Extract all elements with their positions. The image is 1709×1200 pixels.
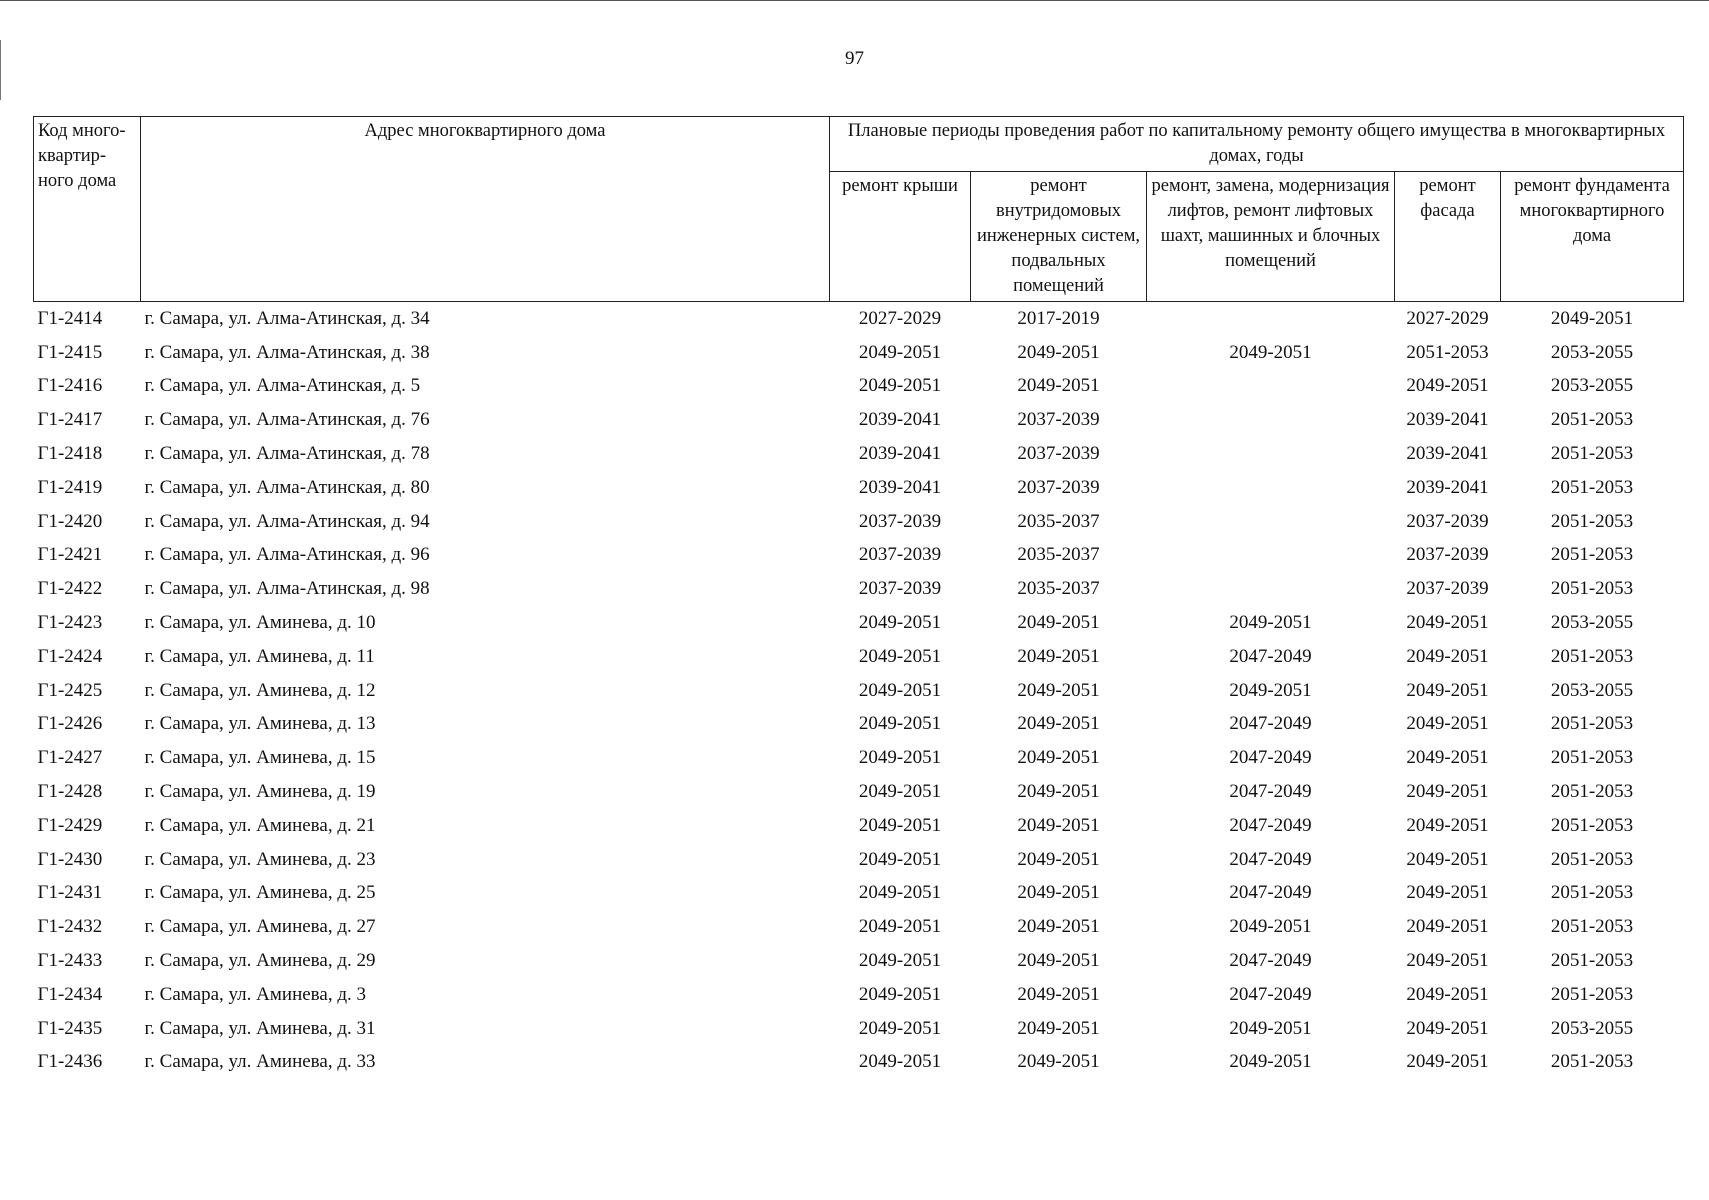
page-number: 97 [845,48,864,69]
cell-foundation-period: 2053-2055 [1550,1017,1634,1039]
table-row [34,572,1684,606]
cell-address: г. Самара, ул. Аминева, д. 25 [144,882,376,904]
cell-address: г. Самара, ул. Аминева, д. 31 [144,1017,376,1039]
table-row [34,1046,1684,1080]
cell-facade-period: 2049-2051 [1406,882,1489,904]
table-row [34,471,1684,505]
cell-address: г. Самара, ул. Алма-Атинская, д. 38 [144,341,430,363]
column-header-address: Адрес многоквартирного дома [141,117,830,302]
cell-roof-period: 2027-2029 [858,307,942,329]
cell-engineering-period: 2049-2051 [1017,375,1100,397]
column-header-engineering: ремонт внутридомовых инженерных систем, подвальных помещений [971,172,1147,302]
cell-facade-period: 2049-2051 [1406,1051,1489,1073]
cell-foundation-period: 2051-2053 [1550,983,1634,1005]
cell-elevators-period: 2049-2051 [1229,612,1312,634]
cell-roof-period: 2039-2041 [858,443,942,465]
cell-foundation-period: 2051-2053 [1550,510,1634,532]
cell-facade-period: 2037-2039 [1406,544,1489,566]
table-row [34,336,1684,370]
cell-foundation-period: 2053-2055 [1550,341,1634,363]
table-row [34,809,1684,843]
cell-roof-period: 2049-2051 [858,375,942,397]
cell-address: г. Самара, ул. Аминева, д. 12 [144,679,376,701]
cell-roof-period: 2039-2041 [858,409,942,431]
cell-code: Г1-2423 [37,612,103,634]
cell-facade-period: 2049-2051 [1406,612,1489,634]
cell-facade-period: 2039-2041 [1406,443,1489,465]
cell-engineering-period: 2037-2039 [1017,443,1100,465]
cell-engineering-period: 2037-2039 [1017,476,1100,498]
cell-facade-period: 2049-2051 [1406,713,1489,735]
cell-engineering-period: 2017-2019 [1017,307,1100,329]
cell-roof-period: 2049-2051 [858,645,942,667]
cell-foundation-period: 2051-2053 [1550,645,1634,667]
cell-facade-period: 2027-2029 [1406,307,1489,329]
cell-elevators-period: 2047-2049 [1229,882,1312,904]
cell-foundation-period: 2053-2055 [1550,679,1634,701]
table-row [34,708,1684,742]
cell-engineering-period: 2049-2051 [1017,713,1100,735]
cell-elevators-period: 2047-2049 [1229,950,1312,972]
cell-address: г. Самара, ул. Алма-Атинская, д. 34 [144,307,430,329]
cell-engineering-period: 2049-2051 [1017,679,1100,701]
cell-address: г. Самара, ул. Аминева, д. 33 [144,1051,376,1073]
cell-roof-period: 2049-2051 [858,1017,942,1039]
cell-roof-period: 2039-2041 [858,476,942,498]
table-row [34,877,1684,911]
cell-code: Г1-2429 [37,814,103,836]
cell-elevators-period: 2047-2049 [1229,713,1312,735]
table-row [34,640,1684,674]
table-row [34,403,1684,437]
cell-elevators-period [1147,572,1395,606]
cell-engineering-period: 2049-2051 [1017,848,1100,870]
cell-engineering-period: 2035-2037 [1017,510,1100,532]
cell-foundation-period: 2051-2053 [1550,781,1634,803]
cell-facade-period: 2049-2051 [1406,375,1489,397]
cell-roof-period: 2049-2051 [858,713,942,735]
cell-facade-period: 2049-2051 [1406,679,1489,701]
cell-code: Г1-2424 [37,645,103,667]
cell-foundation-period: 2049-2051 [1550,307,1634,329]
cell-engineering-period: 2037-2039 [1017,409,1100,431]
cell-address: г. Самара, ул. Алма-Атинская, д. 94 [144,510,430,532]
cell-facade-period: 2039-2041 [1406,409,1489,431]
cell-elevators-period [1147,370,1395,404]
cell-code: Г1-2418 [37,443,103,465]
column-header-code: Код много-квартир-ного дома [34,117,141,302]
cell-roof-period: 2049-2051 [858,882,942,904]
cell-elevators-period [1147,471,1395,505]
cell-engineering-period: 2049-2051 [1017,950,1100,972]
cell-foundation-period: 2051-2053 [1550,882,1634,904]
cell-address: г. Самара, ул. Алма-Атинская, д. 78 [144,443,430,465]
cell-roof-period: 2049-2051 [858,747,942,769]
cell-address: г. Самара, ул. Аминева, д. 29 [144,950,376,972]
column-header-roof: ремонт крыши [830,172,971,302]
cell-facade-period: 2049-2051 [1406,848,1489,870]
cell-elevators-period [1147,539,1395,573]
header-row-top [34,117,1684,172]
table-row [34,505,1684,539]
cell-code: Г1-2432 [37,916,103,938]
cell-code: Г1-2431 [37,882,103,904]
cell-address: г. Самара, ул. Аминева, д. 21 [144,814,376,836]
cell-roof-period: 2049-2051 [858,612,942,634]
cell-elevators-period [1147,437,1395,471]
cell-facade-period: 2049-2051 [1406,781,1489,803]
cell-roof-period: 2049-2051 [858,983,942,1005]
cell-address: г. Самара, ул. Алма-Атинская, д. 5 [144,375,421,397]
cell-roof-period: 2049-2051 [858,781,942,803]
cell-engineering-period: 2035-2037 [1017,544,1100,566]
cell-engineering-period: 2049-2051 [1017,781,1100,803]
cell-elevators-period: 2047-2049 [1229,848,1312,870]
cell-roof-period: 2049-2051 [858,848,942,870]
table-row [34,606,1684,640]
cell-facade-period: 2049-2051 [1406,983,1489,1005]
cell-roof-period: 2049-2051 [858,679,942,701]
cell-engineering-period: 2049-2051 [1017,747,1100,769]
cell-roof-period: 2037-2039 [858,544,942,566]
cell-code: Г1-2421 [37,544,103,566]
table-row [34,775,1684,809]
cell-roof-period: 2049-2051 [858,341,942,363]
cell-elevators-period [1147,302,1395,336]
table-row [34,978,1684,1012]
table-row [34,302,1684,336]
cell-roof-period: 2049-2051 [858,950,942,972]
table-row [34,843,1684,877]
cell-code: Г1-2426 [37,713,103,735]
table-row [34,674,1684,708]
column-header-foundation: ремонт фундамента многоквартирного дома [1501,172,1684,302]
cell-foundation-period: 2051-2053 [1550,916,1634,938]
table-row [34,741,1684,775]
cell-code: Г1-2422 [37,578,103,600]
cell-elevators-period [1147,403,1395,437]
cell-roof-period: 2049-2051 [858,1051,942,1073]
cell-foundation-period: 2051-2053 [1550,544,1634,566]
cell-code: Г1-2416 [37,375,103,397]
cell-elevators-period: 2047-2049 [1229,781,1312,803]
table-row [34,944,1684,978]
cell-elevators-period: 2049-2051 [1229,1051,1312,1073]
cell-foundation-period: 2051-2053 [1550,443,1634,465]
table-row [34,910,1684,944]
cell-code: Г1-2419 [37,476,103,498]
cell-foundation-period: 2051-2053 [1550,848,1634,870]
cell-facade-period: 2049-2051 [1406,1017,1489,1039]
cell-address: г. Самара, ул. Алма-Атинская, д. 76 [144,409,430,431]
cell-code: Г1-2433 [37,950,103,972]
cell-address: г. Самара, ул. Аминева, д. 3 [144,983,366,1005]
cell-code: Г1-2434 [37,983,103,1005]
cell-facade-period: 2037-2039 [1406,510,1489,532]
cell-facade-period: 2049-2051 [1406,747,1489,769]
cell-code: Г1-2435 [37,1017,103,1039]
cell-foundation-period: 2051-2053 [1550,814,1634,836]
cell-address: г. Самара, ул. Аминева, д. 23 [144,848,376,870]
cell-code: Г1-2425 [37,679,103,701]
cell-address: г. Самара, ул. Алма-Атинская, д. 96 [144,544,430,566]
table-header [34,117,1684,302]
cell-foundation-period: 2053-2055 [1550,375,1634,397]
table-row [34,370,1684,404]
cell-code: Г1-2436 [37,1051,103,1073]
cell-elevators-period: 2049-2051 [1229,916,1312,938]
cell-address: г. Самара, ул. Аминева, д. 27 [144,916,376,938]
capital-repair-schedule-table [33,116,1684,1079]
cell-facade-period: 2049-2051 [1406,814,1489,836]
table-body [34,302,1684,1080]
cell-foundation-period: 2051-2053 [1550,476,1634,498]
cell-engineering-period: 2035-2037 [1017,578,1100,600]
cell-facade-period: 2049-2051 [1406,950,1489,972]
cell-elevators-period: 2047-2049 [1229,983,1312,1005]
cell-engineering-period: 2049-2051 [1017,916,1100,938]
cell-code: Г1-2428 [37,781,103,803]
cell-code: Г1-2417 [37,409,103,431]
cell-engineering-period: 2049-2051 [1017,1051,1100,1073]
cell-facade-period: 2037-2039 [1406,578,1489,600]
table-row [34,539,1684,573]
cell-elevators-period: 2047-2049 [1229,814,1312,836]
cell-foundation-period: 2051-2053 [1550,578,1634,600]
cell-foundation-period: 2051-2053 [1550,747,1634,769]
top-border-line [0,0,1709,1]
cell-engineering-period: 2049-2051 [1017,814,1100,836]
cell-roof-period: 2049-2051 [858,814,942,836]
cell-elevators-period: 2049-2051 [1229,1017,1312,1039]
cell-code: Г1-2414 [37,307,103,329]
cell-facade-period: 2039-2041 [1406,476,1489,498]
cell-elevators-period: 2049-2051 [1229,341,1312,363]
cell-code: Г1-2415 [37,341,103,363]
cell-address: г. Самара, ул. Аминева, д. 10 [144,612,376,634]
column-header-elevators: ремонт, замена, модернизация лифтов, ремонт лифтовых шахт, машинных и блочных помещений [1147,172,1395,302]
column-header-facade: ремонт фасада [1395,172,1501,302]
cell-engineering-period: 2049-2051 [1017,612,1100,634]
table-row [34,437,1684,471]
cell-roof-period: 2037-2039 [858,578,942,600]
cell-address: г. Самара, ул. Аминева, д. 11 [144,645,375,667]
cell-foundation-period: 2051-2053 [1550,713,1634,735]
cell-elevators-period: 2047-2049 [1229,747,1312,769]
cell-engineering-period: 2049-2051 [1017,341,1100,363]
cell-address: г. Самара, ул. Аминева, д. 19 [144,781,376,803]
cell-address: г. Самара, ул. Алма-Атинская, д. 80 [144,476,430,498]
cell-engineering-period: 2049-2051 [1017,983,1100,1005]
cell-elevators-period: 2047-2049 [1229,645,1312,667]
cell-code: Г1-2430 [37,848,103,870]
cell-facade-period: 2051-2053 [1406,341,1489,363]
cell-address: г. Самара, ул. Алма-Атинская, д. 98 [144,578,430,600]
cell-roof-period: 2037-2039 [858,510,942,532]
cell-code: Г1-2427 [37,747,103,769]
cell-address: г. Самара, ул. Аминева, д. 13 [144,713,376,735]
cell-foundation-period: 2051-2053 [1550,1051,1634,1073]
column-group-header-periods: Плановые периоды проведения работ по капитальному ремонту общего имущества в многоквартирных домах, годы [830,117,1684,172]
cell-foundation-period: 2051-2053 [1550,409,1634,431]
cell-facade-period: 2049-2051 [1406,916,1489,938]
cell-engineering-period: 2049-2051 [1017,1017,1100,1039]
cell-engineering-period: 2049-2051 [1017,882,1100,904]
cell-elevators-period: 2049-2051 [1229,679,1312,701]
cell-elevators-period [1147,505,1395,539]
cell-roof-period: 2049-2051 [858,916,942,938]
table-row [34,1012,1684,1046]
cell-engineering-period: 2049-2051 [1017,645,1100,667]
cell-address: г. Самара, ул. Аминева, д. 15 [144,747,376,769]
cell-code: Г1-2420 [37,510,103,532]
cell-facade-period: 2049-2051 [1406,645,1489,667]
cell-foundation-period: 2051-2053 [1550,950,1634,972]
cell-foundation-period: 2053-2055 [1550,612,1634,634]
